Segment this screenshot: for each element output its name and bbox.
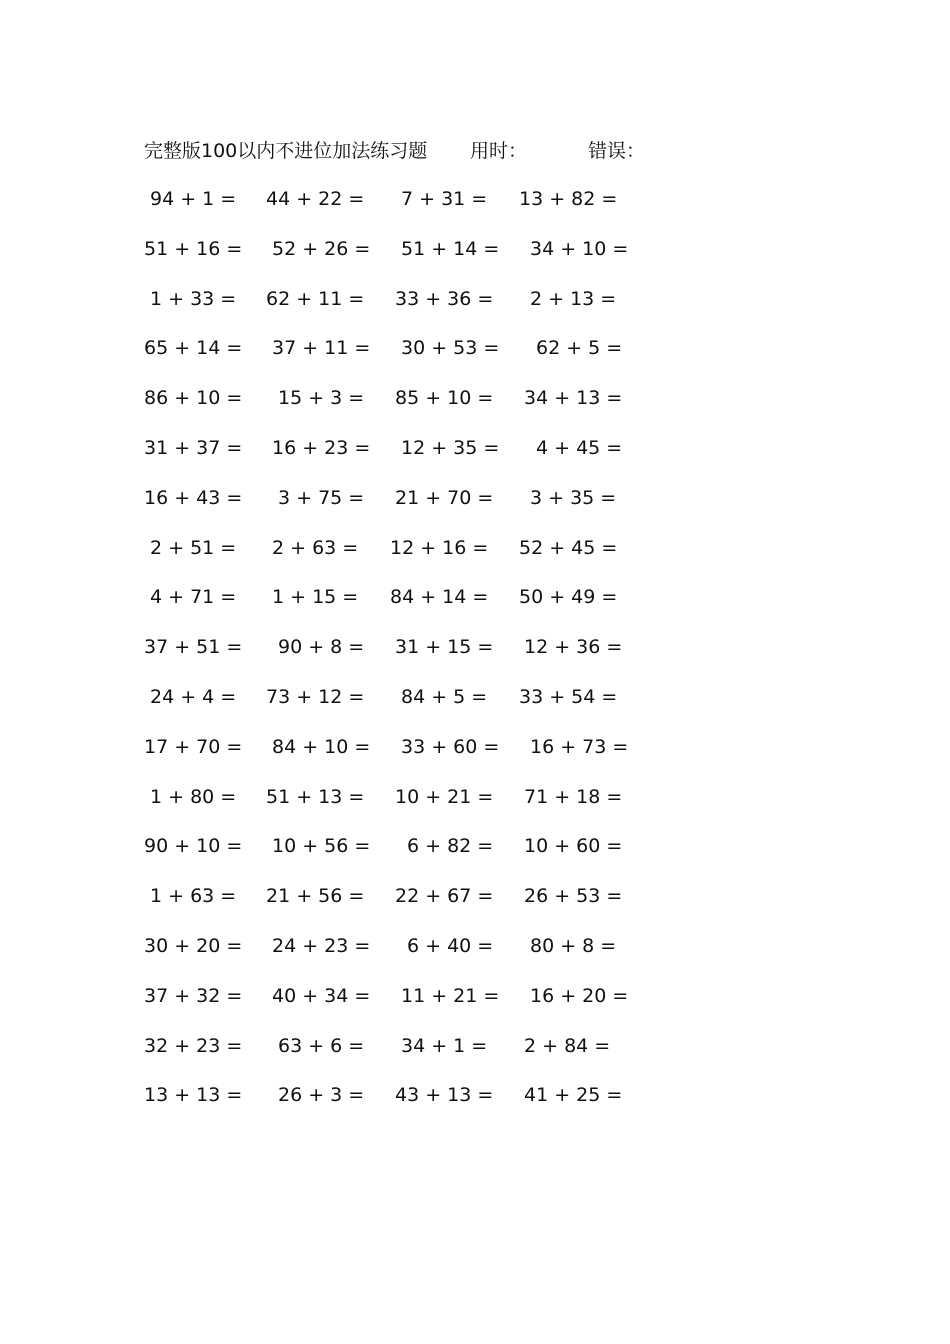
addition-problem: 26 + 3 = xyxy=(278,1084,365,1107)
addition-problem: 13 + 13 = xyxy=(144,1084,243,1107)
addition-problem: 33 + 60 = xyxy=(401,735,500,758)
addition-problem: 65 + 14 = xyxy=(144,337,243,360)
addition-problem: 16 + 73 = xyxy=(530,735,629,758)
problem-row xyxy=(0,1031,950,1061)
addition-problem: 2 + 63 = xyxy=(272,536,359,559)
time-used-label: 用时： xyxy=(470,140,528,162)
addition-problem: 32 + 23 = xyxy=(144,1034,243,1057)
problem-row xyxy=(0,433,950,463)
addition-problem: 10 + 56 = xyxy=(272,835,371,858)
addition-problem: 52 + 26 = xyxy=(272,237,371,260)
problem-row xyxy=(0,632,950,662)
addition-problem: 13 + 82 = xyxy=(519,188,618,210)
addition-problem: 33 + 36 = xyxy=(395,287,494,310)
problem-row xyxy=(0,881,950,911)
problem-row xyxy=(0,533,950,563)
addition-problem: 17 + 70 = xyxy=(144,735,243,758)
addition-problem: 40 + 34 = xyxy=(272,984,371,1007)
addition-problem: 10 + 21 = xyxy=(395,785,494,808)
problem-row xyxy=(0,732,950,762)
addition-problem: 71 + 18 = xyxy=(524,785,623,808)
addition-problem: 12 + 35 = xyxy=(401,437,500,459)
addition-problem: 16 + 20 = xyxy=(530,984,629,1007)
addition-problem: 84 + 5 = xyxy=(401,686,488,708)
addition-problem: 84 + 10 = xyxy=(272,735,371,758)
addition-problem: 73 + 12 = xyxy=(266,686,365,708)
addition-problem: 37 + 51 = xyxy=(144,636,243,659)
addition-problem: 16 + 23 = xyxy=(272,437,371,459)
addition-problem: 24 + 23 = xyxy=(272,935,371,957)
addition-problem: 3 + 35 = xyxy=(530,486,617,509)
addition-problem: 22 + 67 = xyxy=(395,885,494,908)
addition-problem: 6 + 82 = xyxy=(407,835,494,858)
addition-problem: 90 + 8 = xyxy=(278,636,365,659)
addition-problem: 85 + 10 = xyxy=(395,387,494,410)
addition-problem: 34 + 10 = xyxy=(530,237,629,260)
problem-row xyxy=(0,333,950,363)
addition-problem: 2 + 84 = xyxy=(524,1034,611,1057)
addition-problem: 12 + 36 = xyxy=(524,636,623,659)
addition-problem: 11 + 21 = xyxy=(401,984,500,1007)
addition-problem: 1 + 80 = xyxy=(150,785,237,808)
addition-problem: 86 + 10 = xyxy=(144,387,243,410)
addition-problem: 24 + 4 = xyxy=(150,686,237,708)
addition-problem: 4 + 71 = xyxy=(150,586,237,609)
addition-problem: 1 + 15 = xyxy=(272,586,359,609)
addition-problem: 51 + 13 = xyxy=(266,785,365,808)
problem-row xyxy=(0,483,950,513)
addition-problem: 51 + 14 = xyxy=(401,237,500,260)
addition-problem: 1 + 63 = xyxy=(150,885,237,908)
addition-problem: 3 + 75 = xyxy=(278,486,365,509)
addition-problem: 30 + 20 = xyxy=(144,935,243,957)
addition-problem: 62 + 5 = xyxy=(536,337,623,360)
addition-problem: 33 + 54 = xyxy=(519,686,618,708)
addition-problem: 31 + 15 = xyxy=(395,636,494,659)
addition-problem: 16 + 43 = xyxy=(144,486,243,509)
addition-problem: 15 + 3 = xyxy=(278,387,365,410)
addition-problem: 41 + 25 = xyxy=(524,1084,623,1107)
addition-problem: 21 + 70 = xyxy=(395,486,494,509)
addition-problem: 43 + 13 = xyxy=(395,1084,494,1107)
problem-row xyxy=(0,831,950,861)
addition-problem: 51 + 16 = xyxy=(144,237,243,260)
problem-row xyxy=(0,1080,950,1110)
problem-row xyxy=(0,682,950,712)
worksheet-title: 完整版100以内不进位加法练习题 xyxy=(144,140,428,162)
addition-problem: 30 + 53 = xyxy=(401,337,500,360)
problem-row xyxy=(0,931,950,961)
problem-row xyxy=(0,383,950,413)
addition-problem: 4 + 45 = xyxy=(536,437,623,459)
addition-problem: 12 + 16 = xyxy=(390,536,489,559)
addition-problem: 63 + 6 = xyxy=(278,1034,365,1057)
addition-problem: 52 + 45 = xyxy=(519,536,618,559)
addition-problem: 44 + 22 = xyxy=(266,188,365,210)
problem-row xyxy=(0,284,950,314)
addition-problem: 50 + 49 = xyxy=(519,586,618,609)
addition-problem: 90 + 10 = xyxy=(144,835,243,858)
addition-problem: 26 + 53 = xyxy=(524,885,623,908)
problem-row xyxy=(0,582,950,612)
addition-problem: 7 + 31 = xyxy=(401,188,488,210)
error-count-label: 错误： xyxy=(588,140,646,162)
addition-problem: 21 + 56 = xyxy=(266,885,365,908)
addition-problem: 10 + 60 = xyxy=(524,835,623,858)
addition-problem: 84 + 14 = xyxy=(390,586,489,609)
addition-problem: 80 + 8 = xyxy=(530,935,617,957)
addition-problem: 37 + 32 = xyxy=(144,984,243,1007)
addition-problem: 37 + 11 = xyxy=(272,337,371,360)
addition-problem: 2 + 51 = xyxy=(150,536,237,559)
addition-problem: 94 + 1 = xyxy=(150,188,237,210)
problem-row xyxy=(0,234,950,264)
addition-problem: 1 + 33 = xyxy=(150,287,237,310)
addition-problem: 62 + 11 = xyxy=(266,287,365,310)
problem-row xyxy=(0,981,950,1011)
addition-problem: 2 + 13 = xyxy=(530,287,617,310)
addition-problem: 6 + 40 = xyxy=(407,935,494,957)
problem-row xyxy=(0,184,950,214)
addition-problem: 31 + 37 = xyxy=(144,437,243,459)
addition-problem: 34 + 13 = xyxy=(524,387,623,410)
addition-problem: 34 + 1 = xyxy=(401,1034,488,1057)
problem-row xyxy=(0,782,950,812)
